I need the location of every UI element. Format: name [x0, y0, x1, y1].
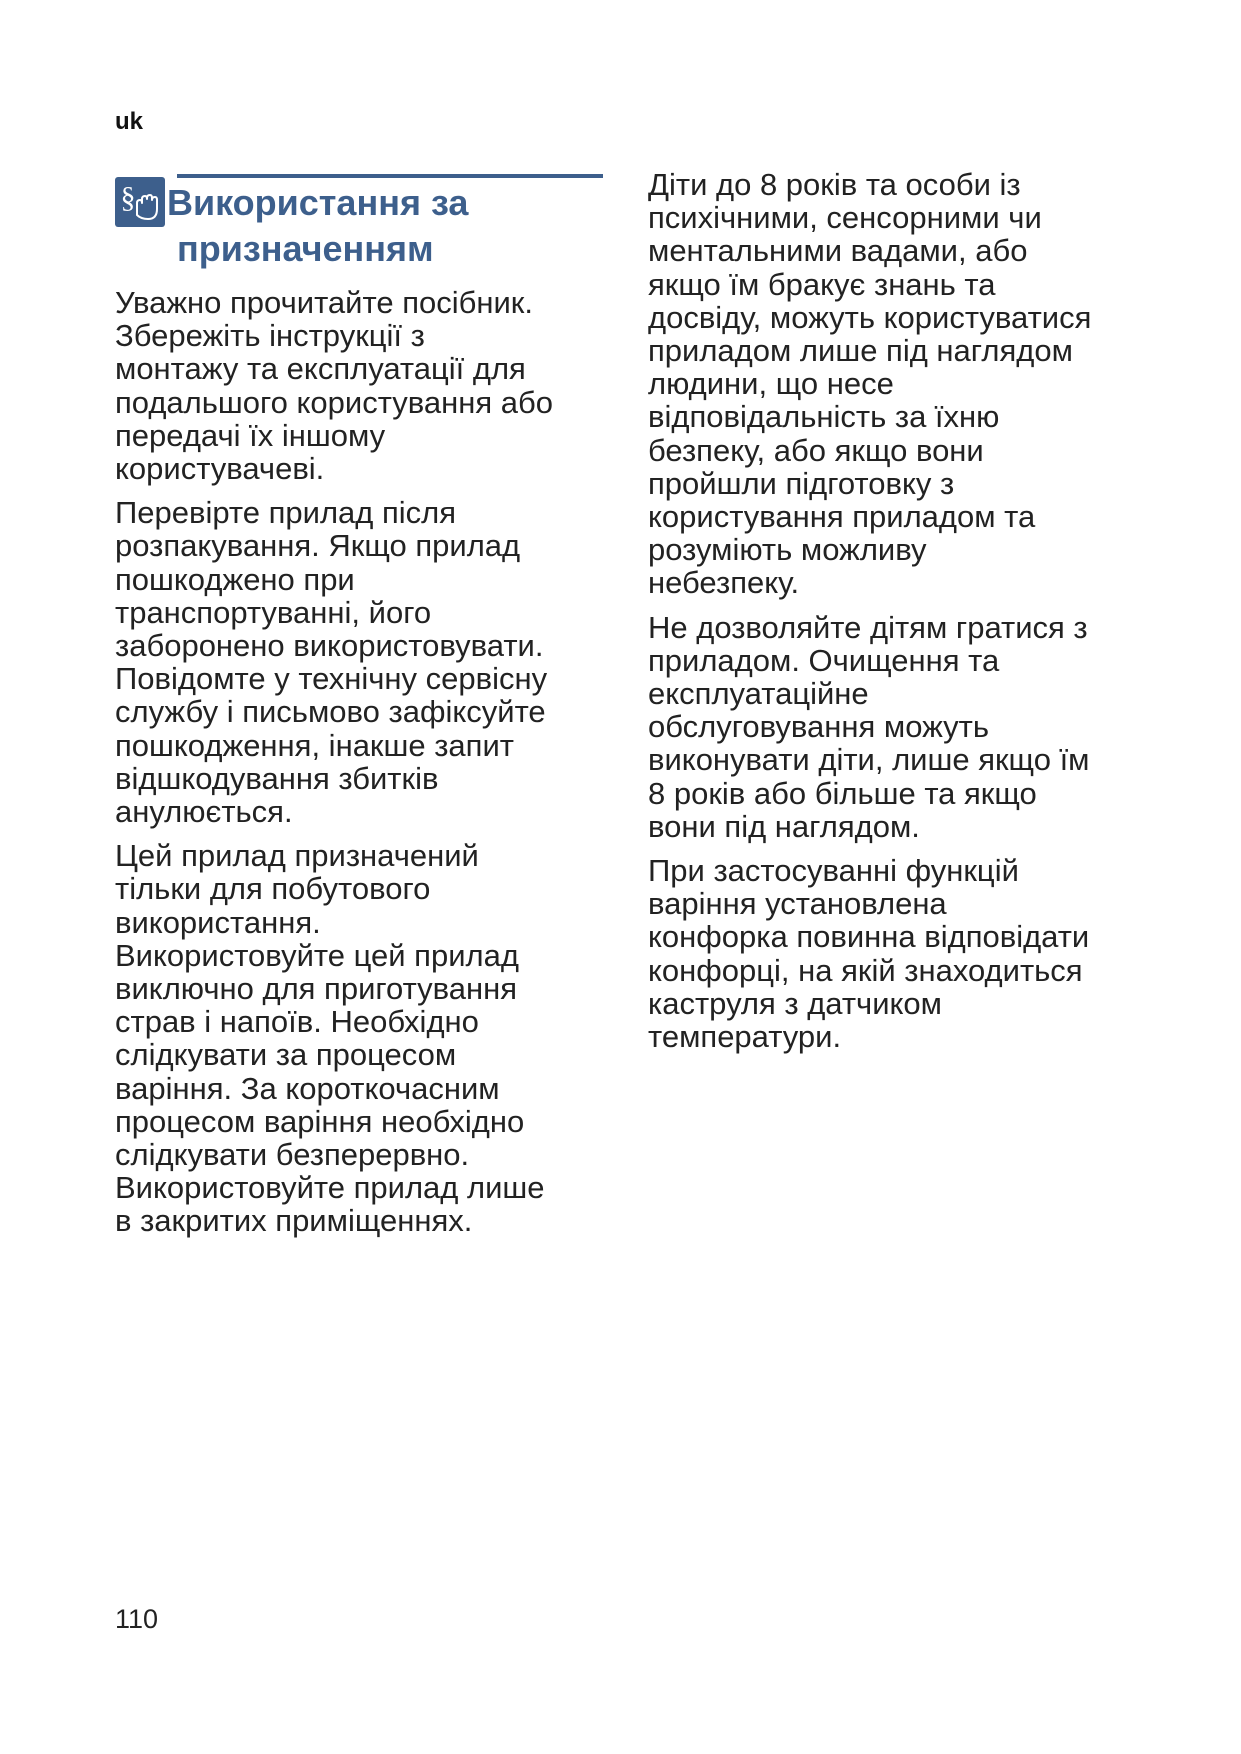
- paragraph-cooking-functions: При застосуванні функцій варіння установлена конфорка повинна відповідати конфорці, на якій знаходиться каструля з датчиком температури.: [648, 853, 1090, 1055]
- right-column: [648, 168, 1148, 1053]
- section-title-line2: призначенням: [177, 228, 434, 269]
- paragraph-children-play: Не дозволяйте дітям гратися з приладом. Очищення та експлуатаційне обслуговування можуть виконувати діти, лише якщо їм 8 років або більше та якщо вони під наглядом.: [648, 609, 1090, 844]
- section-title: [167, 180, 607, 272]
- section-title-line1: Використання за: [167, 182, 469, 223]
- paragraph-read-manual: Уважно прочитайте посібник. Збережіть інструкції з монтажу та експлуатації для подальшого користування або передачі їх іншому користувачеві.: [115, 285, 553, 487]
- language-code: uk: [115, 108, 144, 135]
- paragraph-hand-icon: [115, 177, 165, 227]
- page-number: 110: [115, 1604, 159, 1634]
- paragraph-children-safety: Діти до 8 років та особи із психічними, сенсорними чи ментальними вадами, або якщо їм бракує знань та досвіду, можуть користуватися приладом лише під наглядом людини, що несе відповідальність за їхню безпеку, або якщо вони пройшли підготовку з користування приладом та розуміють можливу небезпеку.: [648, 167, 1092, 601]
- paragraph-household-use: Цей прилад призначений тільки для побутового використання. Використовуйте цей прилад виключно для приготування страв і напоїв. Необхідно слідкувати за процесом варіння. За короткочасним процесом варіння необхідно слідкувати безперервно. Використовуйте прилад лише в закритих приміщеннях.: [115, 838, 545, 1239]
- title-rule: [177, 174, 603, 178]
- left-column: [115, 286, 615, 1238]
- svg-text:§: §: [120, 181, 136, 214]
- paragraph-check-appliance: Перевірте прилад після розпакування. Якщо прилад пошкоджено при транспортуванні, його заборонено використовувати. Повідомте у технічну сервісну службу і письмово зафіксуйте пошкодження, інакше запит відшкодування збитків анулюється.: [115, 495, 548, 830]
